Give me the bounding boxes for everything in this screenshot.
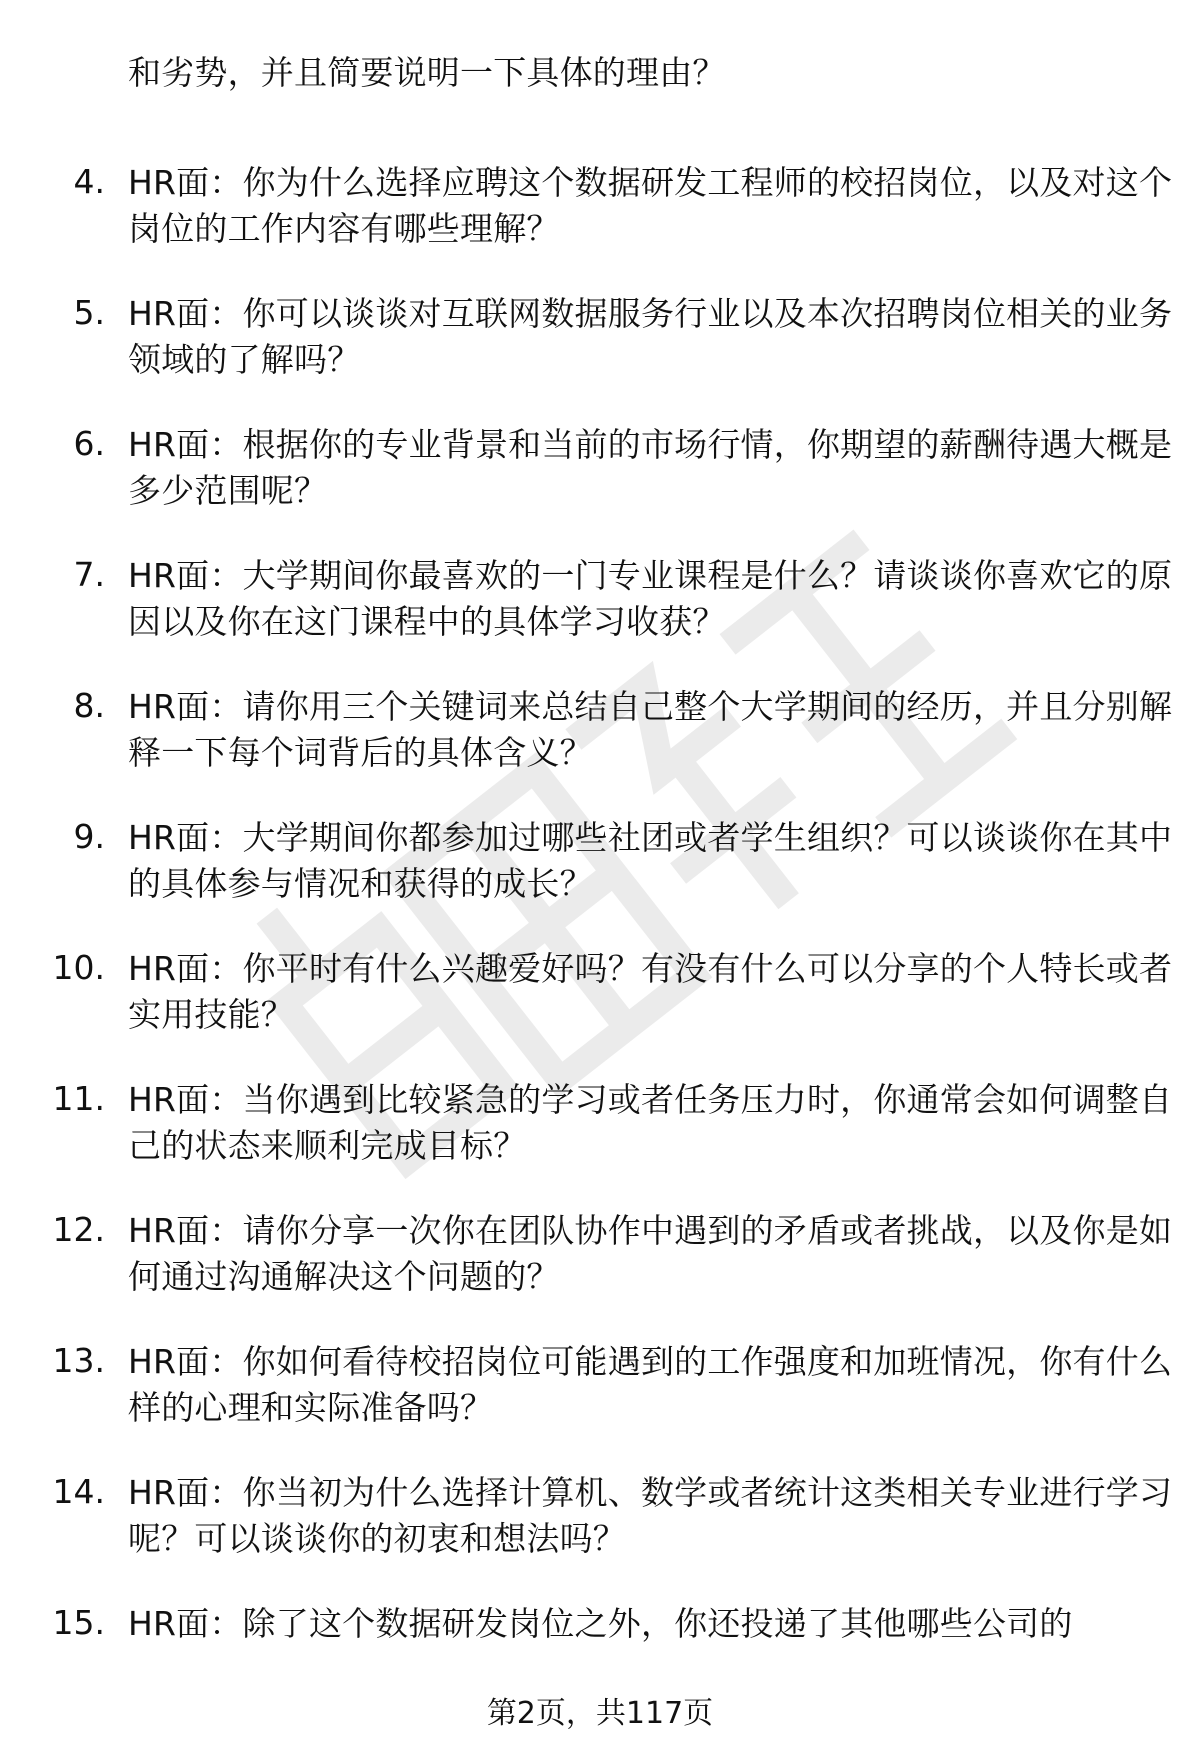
list-item-number: 7. xyxy=(73,555,105,594)
page-footer: 第2页，共117页 xyxy=(486,1696,714,1731)
list-item xyxy=(0,1339,1200,1470)
list-item-text: HR面：你为什么选择应聘这个数据研发工程师的校招岗位，以及对这个岗位的工作内容有哪些理解？ xyxy=(128,163,1173,248)
list-item-text: HR面：当你遇到比较紧急的学习或者任务压力时，你通常会如何调整自己的状态来顺利完成目标？ xyxy=(128,1080,1173,1165)
list-item-number: 12. xyxy=(52,1210,105,1249)
list-item-text: HR面：根据你的专业背景和当前的市场行情，你期望的薪酬待遇大概是多少范围呢？ xyxy=(128,425,1173,510)
list-item xyxy=(0,1077,1200,1208)
list-item xyxy=(0,553,1200,684)
list-item-number: 8. xyxy=(73,686,105,725)
list-item-number: 11. xyxy=(52,1079,105,1118)
list-item-number: 13. xyxy=(52,1341,105,1380)
list-item-text: HR面：大学期间你最喜欢的一门专业课程是什么？请谈谈你喜欢它的原因以及你在这门课程中的具体学习收获？ xyxy=(128,556,1173,641)
list-item-text: HR面：大学期间你都参加过哪些社团或者学生组织？可以谈谈你在其中的具体参与情况和获得的成长？ xyxy=(128,818,1173,903)
list-item-number: 14. xyxy=(52,1472,105,1511)
list-item xyxy=(0,1208,1200,1339)
list-item xyxy=(0,291,1200,422)
list-item xyxy=(0,946,1200,1077)
list-item-number: 4. xyxy=(73,162,105,201)
list-item-text: 和劣势，并且简要说明一下具体的理由？ xyxy=(128,53,726,92)
list-item-text: HR面：你当初为什么选择计算机、数学或者统计这类相关专业进行学习呢？可以谈谈你的初衷和想法吗？ xyxy=(128,1473,1173,1558)
list-item-number: 6. xyxy=(73,424,105,463)
list-item-number: 15. xyxy=(52,1603,105,1642)
question-list xyxy=(0,50,1200,1732)
list-item-number: 9. xyxy=(73,817,105,856)
list-item xyxy=(0,684,1200,815)
list-item-number: 10. xyxy=(52,948,105,987)
list-item-text: HR面：请你分享一次你在团队协作中遇到的矛盾或者挑战，以及你是如何通过沟通解决这个问题的？ xyxy=(128,1211,1173,1296)
list-item xyxy=(0,815,1200,946)
list-item xyxy=(0,160,1200,291)
list-item-text: HR面：你如何看待校招岗位可能遇到的工作强度和加班情况，你有什么样的心理和实际准备吗？ xyxy=(128,1342,1173,1427)
list-item-text: HR面：你平时有什么兴趣爱好吗？有没有什么可以分享的个人特长或者实用技能？ xyxy=(128,949,1173,1034)
list-item xyxy=(0,50,1200,160)
list-item xyxy=(0,1470,1200,1601)
list-item-text: HR面：除了这个数据研发岗位之外，你还投递了其他哪些公司的 xyxy=(128,1604,1073,1643)
list-item xyxy=(0,422,1200,553)
list-item-text: HR面：请你用三个关键词来总结自己整个大学期间的经历，并且分别解释一下每个词背后的具体含义？ xyxy=(128,687,1173,772)
list-item-number: 5. xyxy=(73,293,105,332)
list-item-text: HR面：你可以谈谈对互联网数据服务行业以及本次招聘岗位相关的业务领域的了解吗？ xyxy=(128,294,1173,379)
